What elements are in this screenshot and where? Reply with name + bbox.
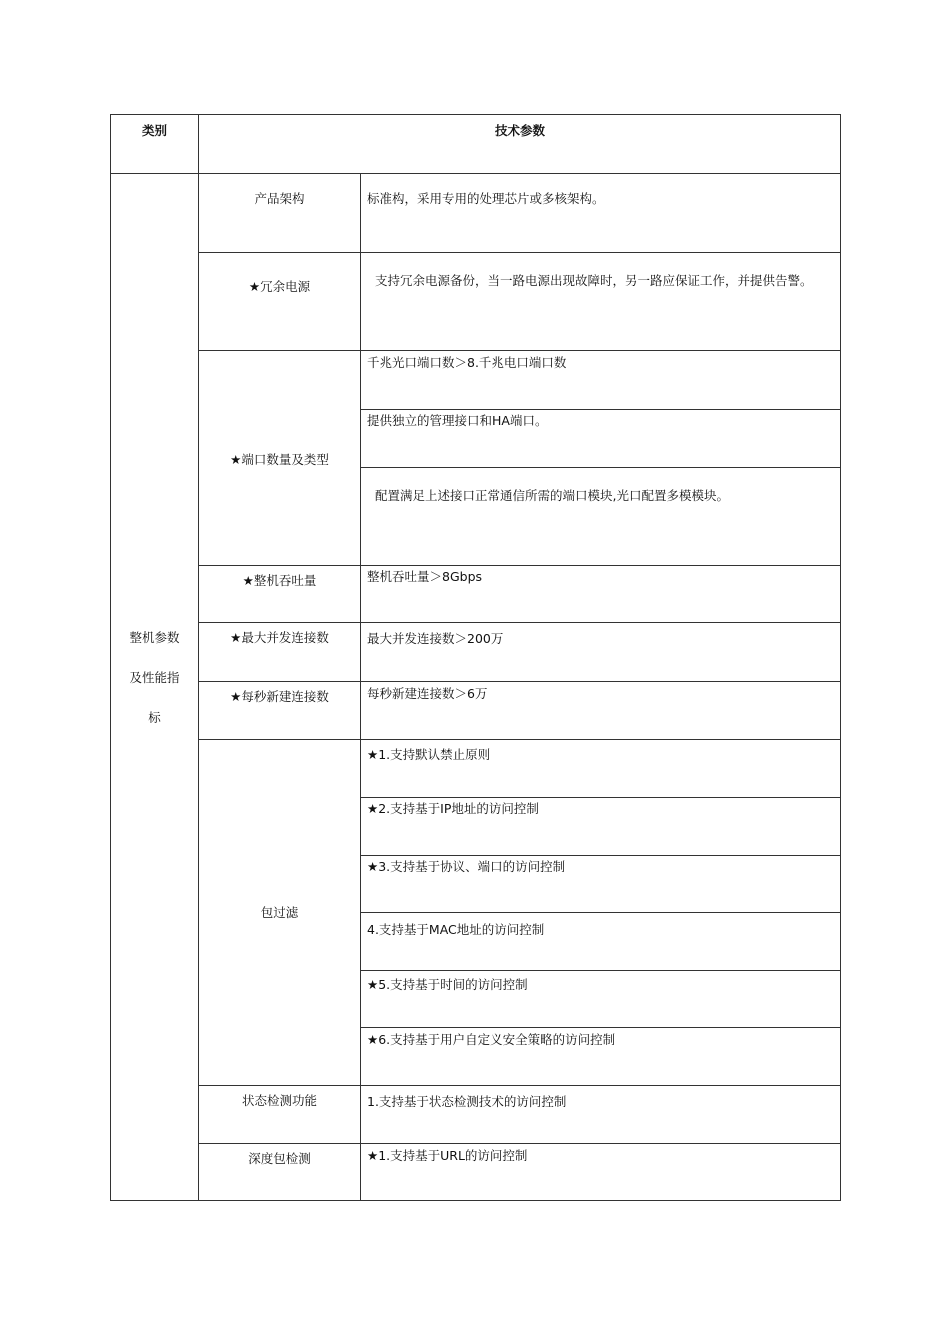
subrow-divider bbox=[361, 970, 841, 971]
category-label-line1: 整机参数 bbox=[129, 630, 180, 645]
category-label-line2: 及性能指 bbox=[129, 670, 180, 685]
subrow-divider bbox=[361, 855, 841, 856]
row-name-concurrent: ★最大并发连接数 bbox=[230, 630, 329, 645]
row-divider bbox=[199, 252, 841, 253]
subrow-divider bbox=[361, 912, 841, 913]
row-name-dpi: 深度包检测 bbox=[248, 1151, 311, 1166]
value-filter-2: ★2.支持基于IP地址的访问控制 bbox=[367, 801, 539, 816]
value-concurrent: 最大并发连接数＞200万 bbox=[367, 631, 504, 646]
row-name-ports: ★端口数量及类型 bbox=[230, 452, 329, 467]
value-stateful: 1.支持基于状态检测技术的访问控制 bbox=[367, 1094, 567, 1109]
row-name-architecture: 产品架构 bbox=[254, 191, 305, 206]
value-ports-2: 提供独立的管理接口和HA端口。 bbox=[367, 413, 548, 428]
column-divider-name bbox=[360, 173, 361, 1201]
value-throughput: 整机吞吐量＞8Gbps bbox=[367, 569, 483, 584]
subrow-divider bbox=[361, 1027, 841, 1028]
row-name-throughput: ★整机吞吐量 bbox=[242, 573, 317, 588]
value-architecture: 标准构，采用专用的处理芯片或多核架构。 bbox=[367, 191, 605, 206]
value-ports-3: 配置满足上述接口正常通信所需的端口模块,光口配置多模模块。 bbox=[375, 488, 729, 503]
value-redundant-power: 支持冗余电源备份，当一路电源出现故障时，另一路应保证工作，并提供告警。 bbox=[375, 273, 813, 288]
row-name-stateful: 状态检测功能 bbox=[241, 1093, 317, 1108]
value-filter-3: ★3.支持基于协议、端口的访问控制 bbox=[367, 859, 566, 874]
header-category: 类别 bbox=[141, 123, 167, 138]
row-divider bbox=[199, 565, 841, 566]
row-name-new-conn: ★每秒新建连接数 bbox=[230, 689, 329, 704]
row-divider bbox=[199, 350, 841, 351]
row-divider bbox=[199, 681, 841, 682]
row-name-packet-filter: 包过滤 bbox=[260, 905, 299, 920]
row-divider bbox=[199, 622, 841, 623]
row-divider bbox=[199, 1085, 841, 1086]
value-new-conn: 每秒新建连接数＞6万 bbox=[367, 686, 488, 701]
subrow-divider bbox=[361, 467, 841, 468]
value-filter-4: 4.支持基于MAC地址的访问控制 bbox=[367, 922, 545, 937]
value-filter-5: ★5.支持基于时间的访问控制 bbox=[367, 977, 528, 992]
header-tech-params: 技术参数 bbox=[494, 123, 545, 138]
header-divider bbox=[111, 173, 841, 174]
subrow-divider bbox=[361, 409, 841, 410]
row-divider bbox=[199, 1143, 841, 1144]
value-ports-1: 千兆光口端口数＞8.千兆电口端口数 bbox=[367, 355, 567, 370]
row-divider bbox=[199, 739, 841, 740]
category-label-line3: 标 bbox=[148, 710, 161, 725]
value-dpi: ★1.支持基于URL的访问控制 bbox=[367, 1148, 528, 1163]
value-filter-6: ★6.支持基于用户自定义安全策略的访问控制 bbox=[367, 1032, 616, 1047]
value-filter-1: ★1.支持默认禁止原则 bbox=[367, 747, 491, 762]
row-name-redundant-power: ★冗余电源 bbox=[248, 279, 311, 294]
spec-table bbox=[110, 114, 841, 1201]
subrow-divider bbox=[361, 797, 841, 798]
column-divider-category bbox=[198, 115, 199, 1201]
